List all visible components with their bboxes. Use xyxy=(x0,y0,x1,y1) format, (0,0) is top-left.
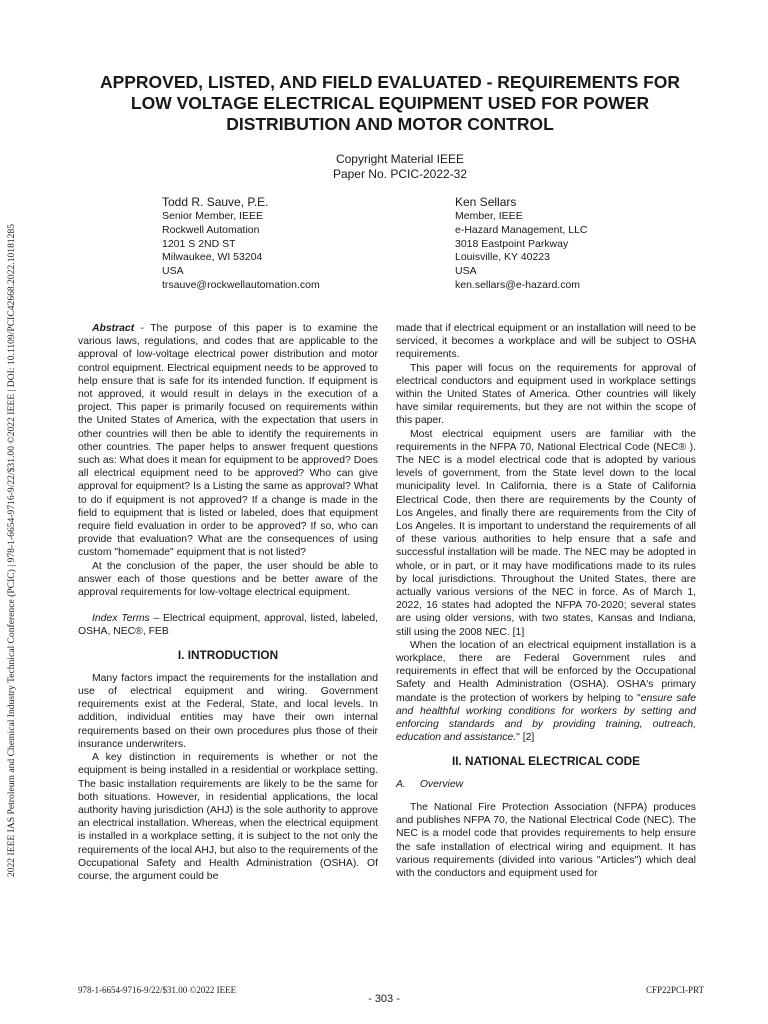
author-country: USA xyxy=(162,265,184,278)
author-address: 3018 Eastpoint Parkway xyxy=(455,237,569,250)
author-country: USA xyxy=(455,265,477,278)
index-terms-label: Index Terms xyxy=(92,613,150,625)
side-citation-text: 2022 IEEE IAS Petroleum and Chemical Industry Technical Conference (PCIC) | 978-1-6654-9716-9/22/$31.00 ©2022 IEEE | DOI: 10.1109/PCIC42668.2022.10181285 xyxy=(6,223,18,877)
copyright-block xyxy=(250,152,550,182)
abstract-paragraph xyxy=(78,322,378,560)
author-email: ken.sellars@e-hazard.com xyxy=(455,278,581,291)
side-citation-strip xyxy=(4,155,20,945)
body-paragraph: made that if electrical equipment or an installation will need to be serviced, it becomes a workplace and will be subject to OSHA requirements. xyxy=(396,323,696,361)
osha-text-end: " [2] xyxy=(516,732,535,744)
paper-number: Paper No. PCIC-2022-32 xyxy=(332,167,468,181)
author-name: Todd R. Sauve, P.E. xyxy=(162,195,269,209)
subsection-letter: A. xyxy=(396,778,406,790)
abstract-label: Abstract xyxy=(92,323,135,334)
section-heading-nec: II. NATIONAL ELECTRICAL CODE xyxy=(451,753,641,768)
osha-paragraph xyxy=(396,639,696,745)
intro-paragraph-1: Many factors impact the requirements for the installation and use of electrical equipment and wiring. Government requirements exist at the Federal, State, and local levels. In addition, individual entities may have their own internal requirements based on their own procedures plus those of their insurance underwriters. xyxy=(78,672,378,750)
body-paragraph: Most electrical equipment users are familiar with the requirements in the NFPA 70, National Electrical Code (NEC® ). The NEC is a model electrical code that is adopted by various levels of government, from the State level down to the local municipality level. In California, there is a State of California Electrical Code, then there are requirements by the County of Los Angeles, and finally there are requirements from the City of Los Angeles. It is important to understand the requirements of all of these various authorities to help ensure that a safe and successful installation will be made. The NEC may be adopted in whole, or in part, or it may have modifications made to its rules by local jurisdictions. Throughout the United States, there are actually various versions of the NEC in force. As of March 1, 2022, 16 states had adopted the NFPA 70-2020; several states are using older versions, with two states, Kansas and Indiana, still using the 2008 NEC. [1] xyxy=(396,428,696,638)
author-address: Milwaukee, WI 53204 xyxy=(162,251,263,264)
copyright-text: Copyright Material IEEE xyxy=(335,152,465,166)
subsection-heading xyxy=(396,778,696,791)
title-line: APPROVED, LISTED, AND FIELD EVALUATED - REQUIREMENTS FOR xyxy=(99,72,681,92)
author-address: 1201 S 2ND ST xyxy=(162,237,236,250)
subsection-title: Overview xyxy=(419,778,464,790)
body-paragraph: This paper will focus on the requirements for approval of electrical conductors and equipment used in workplace settings within the United States of America. Other countries will likely have similar requirements, but they are not within the scope of this paper. xyxy=(396,362,696,427)
title-line: LOW VOLTAGE ELECTRICAL EQUIPMENT USED FOR POWER xyxy=(130,93,650,113)
overview-paragraph: The National Fire Protection Association (NFPA) produces and publishes NFPA 70, the National Electrical Code (NEC). The NEC is a model code that provides requirements to help ensure the safe installation of electrical wiring and equipment. It has various requirements (divided into various "Articles") which deal with the conductors and equipment used for xyxy=(396,801,696,879)
footer-code: CFP22PCI-PRT xyxy=(646,985,704,995)
author-block-2 xyxy=(455,195,588,293)
paper-title xyxy=(70,72,710,135)
index-terms-text: – Electrical equipment, approval, listed, labeled, OSHA, NEC®, FEB xyxy=(78,613,378,638)
footer-isbn: 978-1-6654-9716-9/22/$31.00 ©2022 IEEE xyxy=(78,985,237,995)
abstract-paragraph-2: At the conclusion of the paper, the user should be able to answer each of those questions and be better aware of the approval requirements for low-voltage electrical equipment. xyxy=(78,560,378,599)
page-number: - 303 - xyxy=(368,993,400,1005)
author-affiliation: Senior Member, IEEE xyxy=(162,210,263,222)
author-affiliation: Rockwell Automation xyxy=(162,223,260,236)
title-line: DISTRIBUTION AND MOTOR CONTROL xyxy=(226,114,554,134)
author-address: Louisville, KY 40223 xyxy=(455,251,550,264)
section-heading-introduction: I. INTRODUCTION xyxy=(177,647,279,662)
osha-text-start: When the location of an electrical equipment installation is a workplace, there are Federal Government rules and requirements in effect that will be enforced by the Occupational Safety and Health Administration (OSHA). OSHA's primary mandate is the protection of workers by helping to " xyxy=(396,639,696,704)
osha-quote: ensure safe and healthful working conditions for workers by setting and enforcing standards and by providing training, outreach, education and assistance. xyxy=(396,692,696,744)
author-affiliation: e-Hazard Management, LLC xyxy=(455,223,588,236)
index-terms xyxy=(78,612,378,638)
author-email: trsauve@rockwellautomation.com xyxy=(162,278,320,291)
author-affiliation: Member, IEEE xyxy=(455,210,523,222)
author-name: Ken Sellars xyxy=(455,195,517,209)
intro-paragraph-2: A key distinction in requirements is whether or not the equipment is being installed in a residential or workplace setting. The basic installation requirements are likely to be the same for both situations. However, in residential applications, the local authority having jurisdiction (AHJ) is the sole authority to approve an electrical installation. Whereas, when the electrical equipment is installed in a workplace setting, it is subject to the not only the requirements of the local AHJ, but also to the requirements of the Occupational Safety and Health Administration (OSHA). Of course, the argument could be xyxy=(78,752,378,882)
author-block-1 xyxy=(162,195,320,293)
abstract-text: - The purpose of this paper is to examine the various laws, regulations, and codes that are applicable to the approval of low-voltage electrical power distribution and motor control equipment. Electrical equipment needs to be approved to help ensure that is safe for its intended function. If equipment is not approved, it would result in delays in the execution of a project. This paper is primarily focused on requirements within the United States of America, with the expectation that users in other countries will then be able to identify the requirements in other countries. The paper helps to answer frequent questions such as: What does it mean for equipment to be approved? Does all electrical equipment need to be approved? Who can give approval for equipment? Is a Listing the same as approval? What to do if equipment is not approved? If a change is made in the field to equipment that is listed or labeled, does that equipment require field evaluation in order to be approved? If so, who can provide that evaluation? What are the consequences of using custom "homemade" equipment that is not listed? xyxy=(78,323,378,559)
left-column xyxy=(78,322,378,883)
right-column xyxy=(396,322,696,880)
